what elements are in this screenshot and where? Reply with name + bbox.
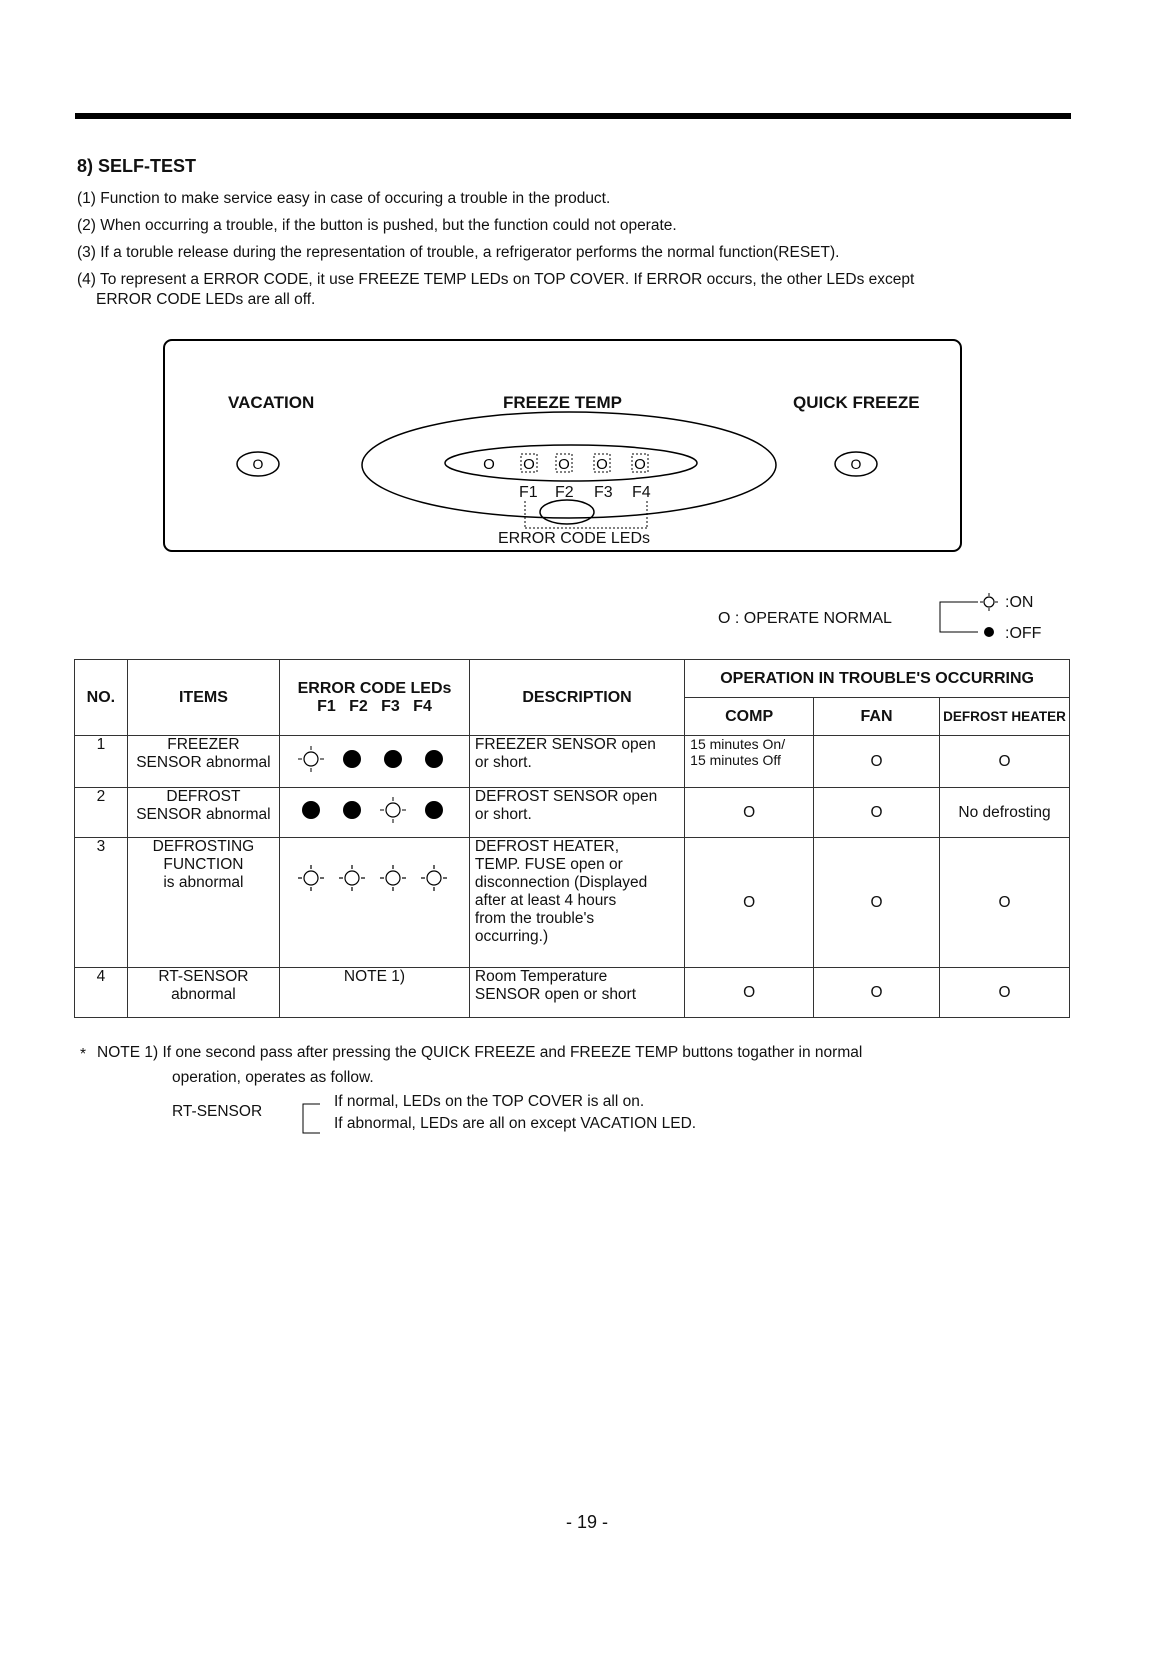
desc-line: or short. xyxy=(474,754,532,771)
led-label-f1: F1 xyxy=(519,484,538,501)
row-leds xyxy=(280,736,470,788)
led-pattern xyxy=(289,741,459,777)
table-row xyxy=(75,838,1070,968)
item-line: SENSOR abnormal xyxy=(136,754,271,771)
desc-line: Room Temperature xyxy=(474,968,608,985)
row-item xyxy=(127,838,279,968)
note-line-2: operation, operates as follow. xyxy=(172,1069,374,1086)
intro-list xyxy=(77,185,1087,313)
led-on-icon xyxy=(339,865,365,891)
led-label-f4: F4 xyxy=(632,484,651,501)
led-on-icon xyxy=(380,797,406,823)
row-leds-note: NOTE 1) xyxy=(280,968,470,1018)
desc-line: TEMP. FUSE open or xyxy=(474,856,623,873)
legend-on-label: :ON xyxy=(1005,594,1034,611)
led-on-icon xyxy=(421,865,447,891)
header-error-code-leds xyxy=(280,660,470,736)
legend-off-label: :OFF xyxy=(1005,625,1042,642)
led-on-icon xyxy=(298,746,324,772)
desc-line: FREEZER SENSOR open xyxy=(474,736,656,753)
note-star: * xyxy=(80,1046,87,1063)
svg-text:O: O xyxy=(596,456,608,473)
led-label-f3: F3 xyxy=(594,484,613,501)
note-normal: If normal, LEDs on the TOP COVER is all on. xyxy=(334,1093,645,1110)
row-defrost-heater: No defrosting xyxy=(939,788,1069,838)
header-items: ITEMS xyxy=(127,660,279,736)
svg-text:O: O xyxy=(483,456,495,473)
row-leds xyxy=(280,838,470,968)
led-on-icon xyxy=(380,865,406,891)
row-leds xyxy=(280,788,470,838)
table-row xyxy=(75,788,1070,838)
quick-freeze-label: QUICK FREEZE xyxy=(793,393,920,412)
item-line: SENSOR abnormal xyxy=(136,806,271,823)
row-fan: O xyxy=(814,838,940,968)
led-off-icon xyxy=(425,750,443,768)
row-defrost-heater: O xyxy=(939,838,1069,968)
item-line: DEFROSTING xyxy=(152,838,255,855)
item-line: abnormal xyxy=(171,986,236,1003)
svg-text:O: O xyxy=(558,456,570,473)
row-defrost-heater: O xyxy=(939,968,1069,1018)
desc-line: SENSOR open or short xyxy=(474,986,637,1003)
led-pattern xyxy=(289,860,459,896)
header-description: DESCRIPTION xyxy=(469,660,684,736)
row-defrost-heater: O xyxy=(939,736,1069,788)
led-off-icon xyxy=(425,801,443,819)
header-operation: OPERATION IN TROUBLE'S OCCURRING xyxy=(685,660,1070,698)
header-no: NO. xyxy=(75,660,128,736)
row-comp: O xyxy=(685,838,814,968)
row-comp: O xyxy=(685,968,814,1018)
svg-text:O: O xyxy=(523,456,535,473)
row-description xyxy=(469,736,684,788)
control-panel-diagram xyxy=(163,339,963,554)
intro-item: (2) When occurring a trouble, if the button is pushed, but the function could not operate. xyxy=(77,217,677,234)
top-rule xyxy=(75,113,1071,119)
row-no: 4 xyxy=(75,968,128,1018)
header-fan: FAN xyxy=(814,698,940,736)
header-comp: COMP xyxy=(685,698,814,736)
desc-line: DEFROST HEATER, xyxy=(474,838,620,855)
desc-line: from the trouble's xyxy=(474,910,595,927)
table-row xyxy=(75,968,1070,1018)
desc-line: DEFROST SENSOR open xyxy=(474,788,658,805)
page-number: - 19 - xyxy=(565,1512,608,1532)
header-error-code-leds-title: ERROR CODE LEDs xyxy=(297,679,452,697)
legend-operate-normal: O : OPERATE NORMAL xyxy=(718,610,892,627)
row-no: 1 xyxy=(75,736,128,788)
led-off-icon xyxy=(343,750,361,768)
led-pattern xyxy=(289,792,459,828)
item-line: is abnormal xyxy=(163,874,244,891)
table-row xyxy=(75,736,1070,788)
comp-line: 15 minutes On/ xyxy=(690,736,786,752)
note-line-1: NOTE 1) If one second pass after pressing the QUICK FREEZE and FREEZE TEMP buttons togather in normal xyxy=(97,1044,863,1061)
error-code-table xyxy=(74,659,1070,1018)
item-line: FREEZER xyxy=(167,736,240,753)
row-description xyxy=(469,788,684,838)
header-f-labels: F1 F2 F3 F4 xyxy=(317,697,432,715)
row-item xyxy=(127,788,279,838)
row-comp xyxy=(685,736,814,788)
rt-sensor-label: RT-SENSOR xyxy=(172,1103,263,1120)
led-label-f2: F2 xyxy=(555,484,574,501)
row-description xyxy=(469,968,684,1018)
intro-item: (1) Function to make service easy in case of occuring a trouble in the product. xyxy=(77,190,611,207)
item-line: RT-SENSOR xyxy=(158,968,249,985)
intro-item-continuation: ERROR CODE LEDs are all off. xyxy=(96,291,316,308)
item-line: FUNCTION xyxy=(163,856,244,873)
note-abnormal: If abnormal, LEDs are all on except VACATION LED. xyxy=(334,1115,697,1132)
led-on-icon xyxy=(298,865,324,891)
comp-line: 15 minutes Off xyxy=(690,752,781,768)
freeze-temp-label: FREEZE TEMP xyxy=(503,393,623,412)
row-fan: O xyxy=(814,968,940,1018)
row-no: 3 xyxy=(75,838,128,968)
led-off-icon xyxy=(384,750,402,768)
svg-text:O: O xyxy=(252,456,264,472)
row-no: 2 xyxy=(75,788,128,838)
row-fan: O xyxy=(814,736,940,788)
error-code-leds-label: ERROR CODE LEDs xyxy=(498,530,651,547)
row-comp: O xyxy=(685,788,814,838)
row-item xyxy=(127,736,279,788)
section-title: 8) SELF-TEST xyxy=(77,156,197,176)
legend-bracket xyxy=(938,592,1008,642)
header-defrost-heater: DEFROST HEATER xyxy=(939,698,1069,736)
svg-text:O: O xyxy=(634,456,646,473)
row-item xyxy=(127,968,279,1018)
svg-text:O: O xyxy=(850,456,862,472)
desc-line: or short. xyxy=(474,806,532,823)
intro-item: (4) To represent a ERROR CODE, it use FREEZE TEMP LEDs on TOP COVER. If ERROR occurs, the other LEDs except xyxy=(77,271,915,288)
led-off-icon xyxy=(302,801,320,819)
note-bracket xyxy=(300,1100,324,1138)
desc-line: after at least 4 hours xyxy=(474,892,617,909)
desc-line: occurring.) xyxy=(474,928,549,945)
row-fan: O xyxy=(814,788,940,838)
row-description xyxy=(469,838,684,968)
vacation-label: VACATION xyxy=(228,393,315,412)
intro-item: (3) If a toruble release during the representation of trouble, a refrigerator performs the normal function(RESET). xyxy=(77,244,840,261)
desc-line: disconnection (Displayed xyxy=(474,874,648,891)
item-line: DEFROST xyxy=(166,788,241,805)
led-off-icon xyxy=(343,801,361,819)
control-panel-outline xyxy=(163,339,963,554)
